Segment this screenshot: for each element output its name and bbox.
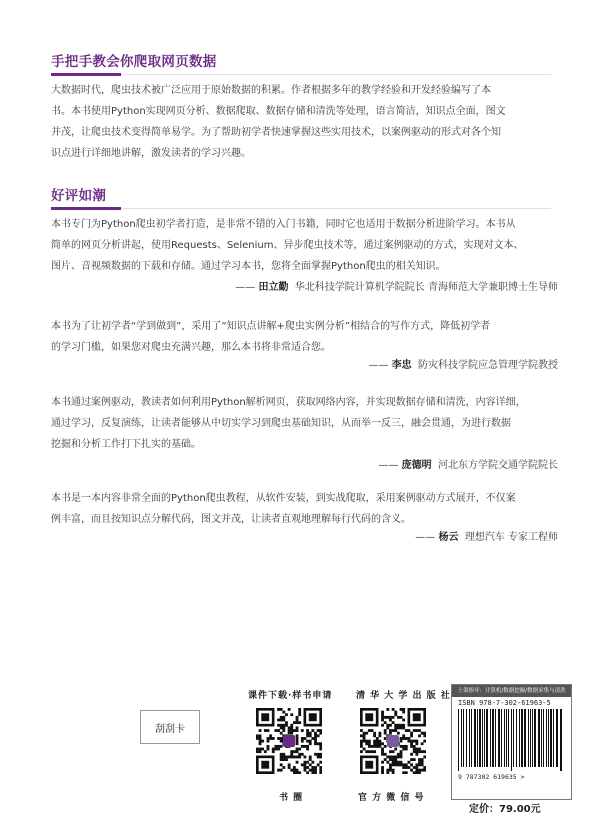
section-title-reviews: 好评如潮 (51, 188, 107, 204)
review-signature (368, 356, 558, 371)
signature-dash: —— (368, 360, 389, 371)
review-paragraph (51, 316, 559, 358)
signature-dash: —— (235, 282, 256, 293)
review-signature (415, 528, 558, 543)
text-line: 简单的网页分析讲起，使用Requests、Selenium、异步爬虫技术等，通过案例驱动的方式，实现对文本、 (51, 240, 524, 251)
barcode-block (451, 684, 572, 800)
qr-right-caption-top: 清 华 大 学 出 版 社 (356, 691, 451, 701)
scratch-card[interactable] (140, 710, 200, 744)
reviewer-name: 田立勤 (258, 282, 289, 293)
review-paragraph (51, 488, 559, 530)
reviewer-name: 杨云 (438, 532, 459, 543)
qr-left-caption-top: 课件下载·样书申请 (248, 691, 333, 701)
review-paragraph (51, 214, 559, 277)
signature-dash: —— (415, 532, 436, 543)
reviewer-title: 防灾科技学院应急管理学院教授 (418, 360, 558, 371)
text-line: 书。本书使用Python实现网页分析、数据爬取、数据存储和清洗等处理，语言简洁，知识点全面，图文 (51, 106, 506, 117)
section-divider (51, 74, 551, 75)
review-paragraph (51, 392, 559, 455)
publisher-logo-icon (387, 735, 399, 747)
reviewer-title: 理想汽车 专家工程师 (464, 532, 558, 543)
barcode-icon (458, 709, 564, 771)
text-line: 图片、音视频数据的下载和存储。通过学习本书，您将全面掌握Python爬虫的相关知识。 (51, 261, 446, 272)
shelving-guide: 上架指导：计算机/数据挖掘/数据采集与清洗 (452, 685, 571, 697)
text-line: 本书是一本内容非常全面的Python爬虫教程，从软件安装，到实战爬取，采用案例驱动方式展开，不仅案 (51, 493, 516, 504)
barcode-digits: 9 787302 619635 > (458, 773, 525, 781)
text-line: 本书通过案例驱动，教读者如何利用Python解析网页，获取网络内容，并实现数据存储和清洗，内容详细， (51, 397, 526, 408)
reviewer-name: 庞德明 (401, 460, 432, 471)
intro-paragraph (51, 80, 559, 164)
price-label: 定价：79.00元 (469, 804, 541, 815)
text-line: 本书为了让初学者“学到做到”，采用了“知识点讲解+爬虫实例分析”相结合的写作方式，降低初学者 (51, 321, 491, 332)
section-title-intro: 手把手教会你爬取网页数据 (51, 54, 217, 70)
review-signature (378, 456, 558, 471)
reviewer-name: 李忠 (391, 360, 412, 371)
book-circle-logo-icon (283, 735, 295, 747)
reviewer-title: 华北科技学院计算机学院院长 青海师范大学兼职博士生导师 (294, 282, 558, 293)
signature-dash: —— (378, 460, 399, 471)
text-line: 识点进行详细地讲解，激发读者的学习兴趣。 (51, 148, 251, 159)
text-line: 挖掘和分析工作打下扎实的基础。 (51, 439, 201, 450)
isbn-text: ISBN 978-7-302-61963-5 (458, 699, 551, 707)
review-signature (235, 278, 558, 293)
text-line: 通过学习，反复演练，让读者能够从中切实学习到爬虫基础知识，从而举一反三，融会贯通，为进行数据 (51, 418, 511, 429)
text-line: 并茂，让爬虫技术变得简单易学。为了帮助初学者快速掌握这些实用技术，以案例驱动的形式对各个知 (51, 127, 501, 138)
reviewer-title: 河北东方学院交通学院院长 (438, 460, 558, 471)
scratch-card-label: 刮刮卡 (155, 723, 185, 735)
qr-right-caption-bottom: 官 方 微 信 号 (358, 793, 425, 803)
text-line: 本书专门为Python爬虫初学者打造，是非常不错的入门书籍，同时它也适用于数据分析进阶学习。本书从 (51, 219, 516, 230)
section-divider (51, 208, 551, 209)
text-line: 的学习门槛，如果您对爬虫充满兴趣，那么本书将非常适合您。 (51, 342, 331, 353)
text-line: 例丰富，而且按知识点分解代码，图文并茂，让读者直观地理解每行代码的含义。 (51, 514, 411, 525)
qr-left-caption-bottom: 书 圈 (279, 793, 304, 803)
text-line: 大数据时代，爬虫技术被广泛应用于原始数据的积累。作者根据多年的教学经验和开发经验编写了本 (51, 85, 491, 96)
